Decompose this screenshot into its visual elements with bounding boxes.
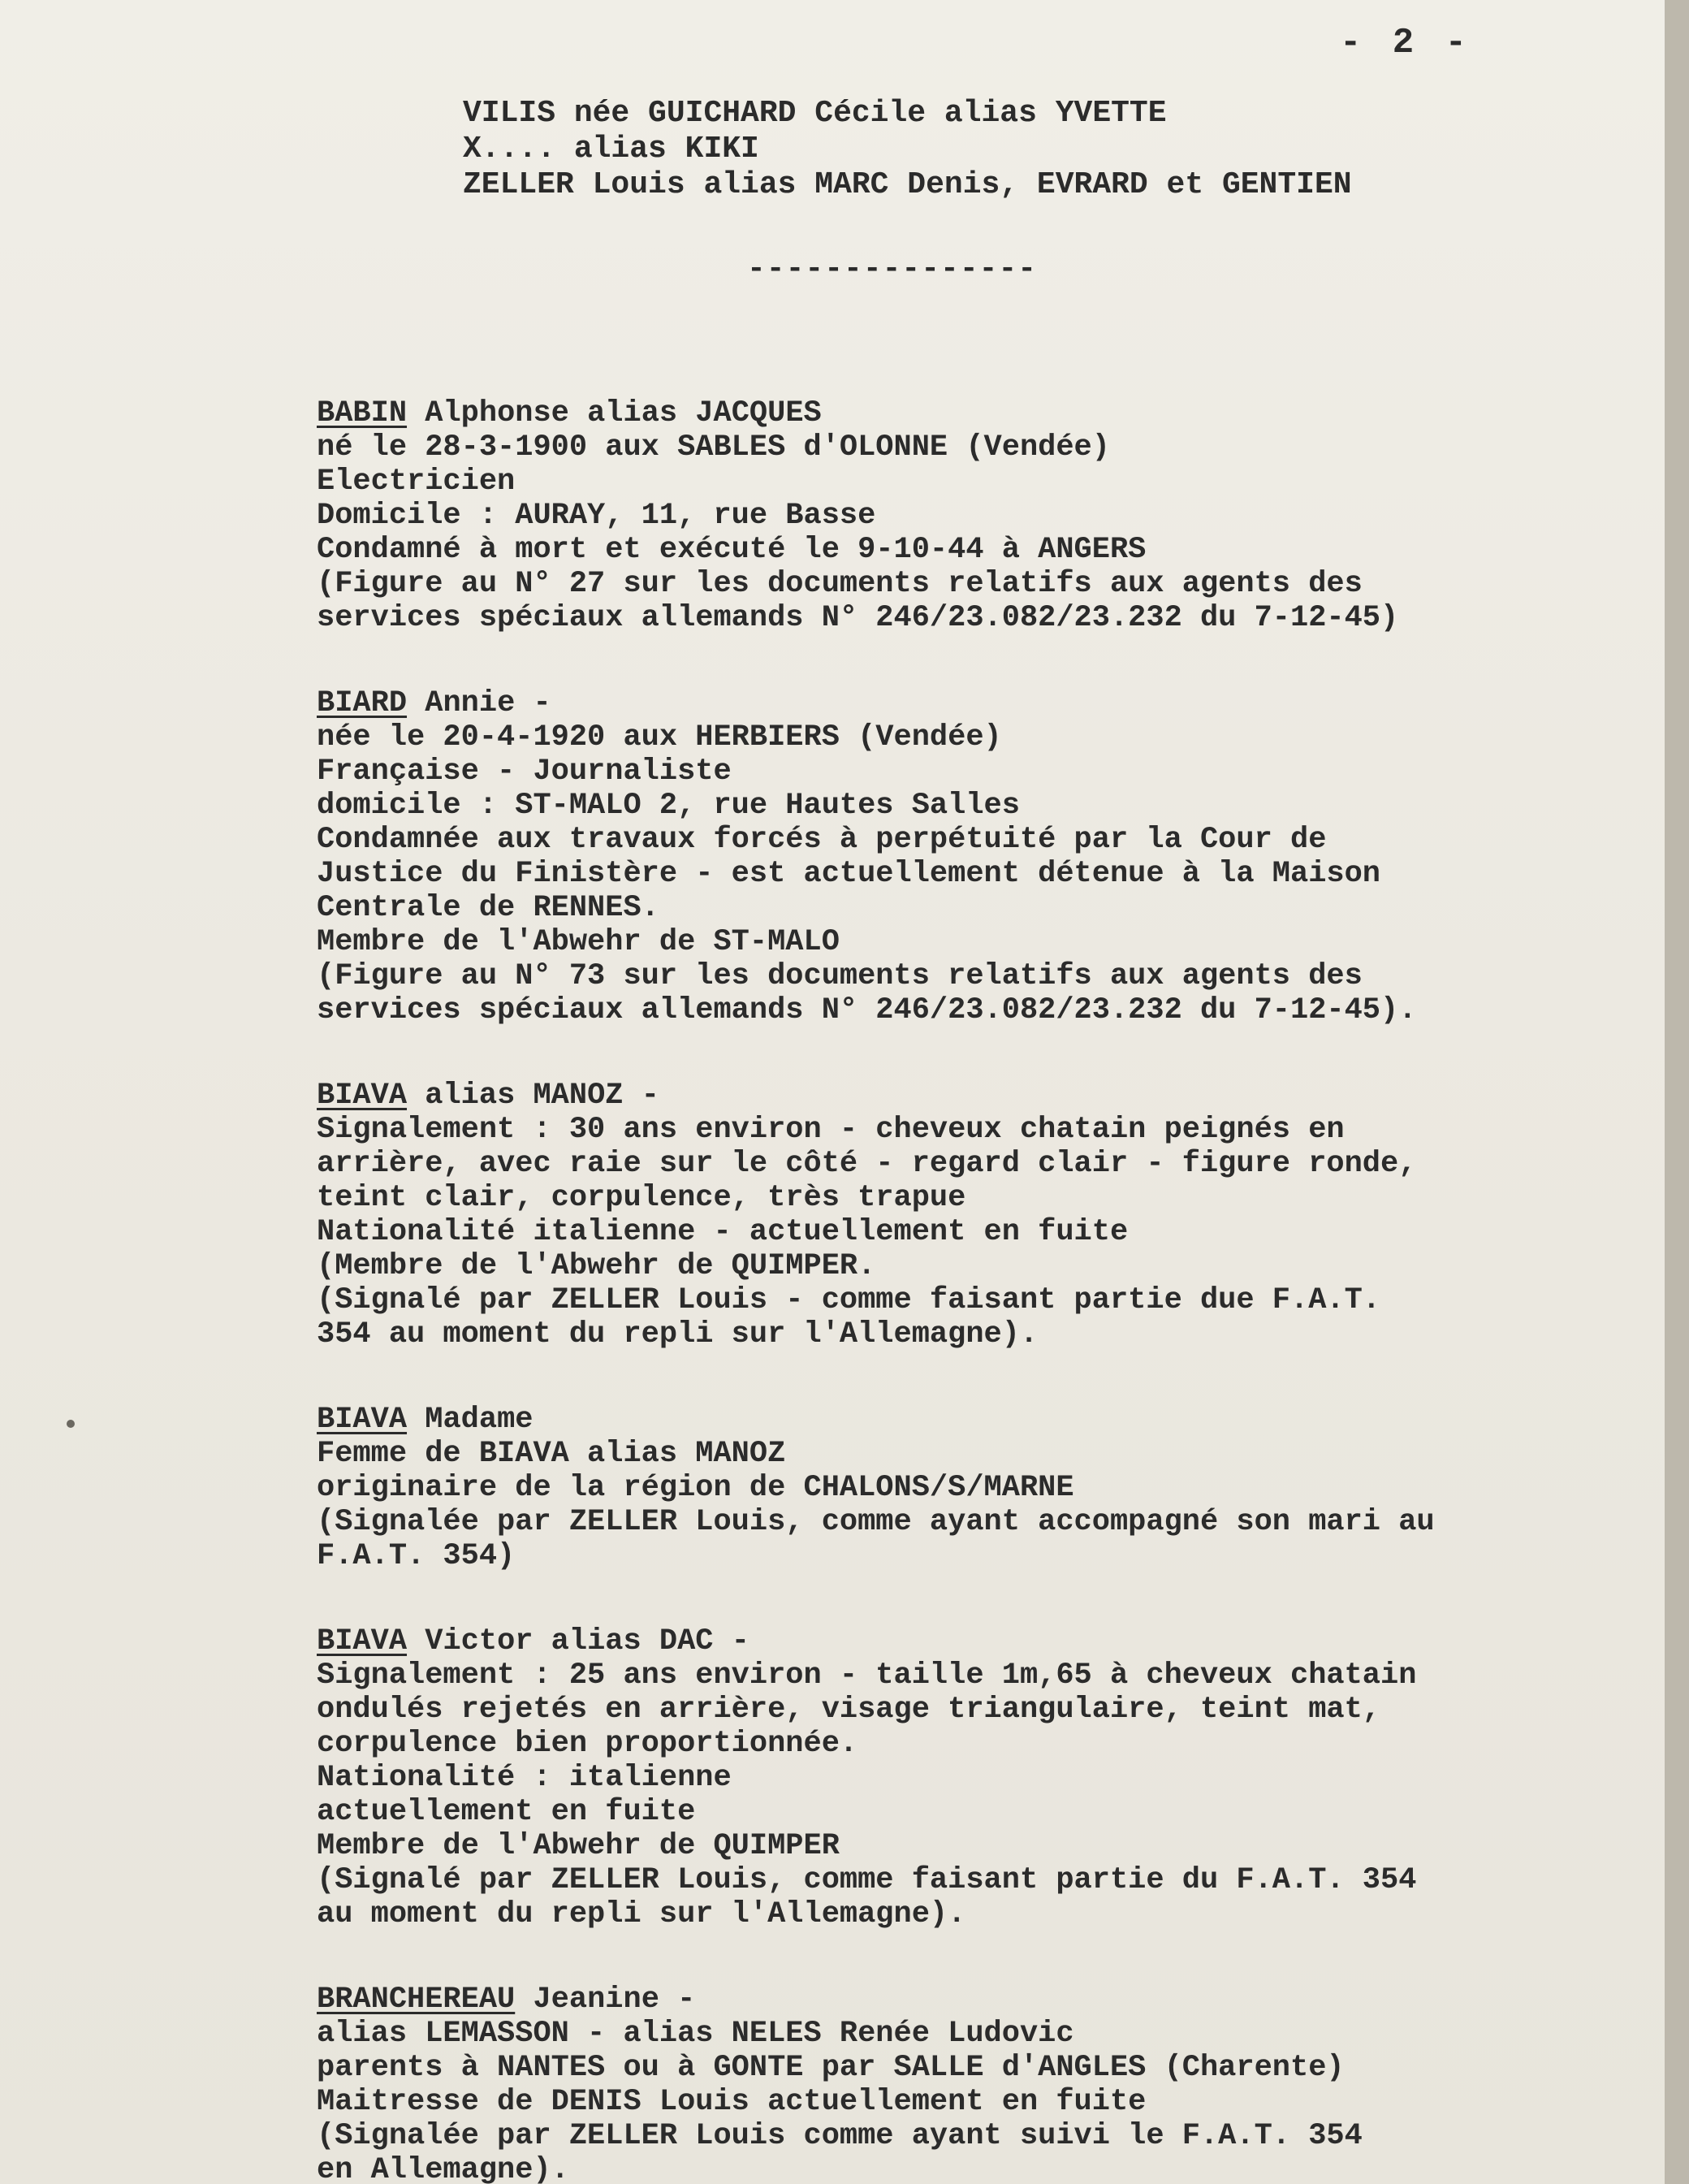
page-number: - 2 - <box>1340 23 1472 63</box>
entry-line: Nationalité : italienne <box>317 1761 732 1795</box>
entry-line: Membre de l'Abwehr de QUIMPER <box>317 1829 840 1863</box>
entry-line: (Membre de l'Abwehr de QUIMPER. <box>317 1249 876 1283</box>
entry-name: BRANCHEREAU <box>317 1983 516 2017</box>
entry-babin <box>317 396 1632 635</box>
entry-line: Jeanine - <box>533 1983 696 2017</box>
entry-line: (Figure au N° 73 sur les documents relatifs aux agents des <box>317 959 1363 993</box>
entry-line: teint clair, corpulence, très trapue <box>317 1181 966 1215</box>
entry-line: Nationalité italienne - actuellement en fuite <box>317 1215 1129 1249</box>
entry-line: Condamnée aux travaux forcés à perpétuité par la Cour de <box>317 823 1327 857</box>
header-separator: --------------- <box>747 252 1038 287</box>
document-header <box>463 96 1352 203</box>
entry-branchereau <box>317 1983 1632 2184</box>
entry-line: Condamné à mort et exécuté le 9-10-44 à ANGERS <box>317 533 1147 567</box>
entry-line: F.A.T. 354) <box>317 1539 516 1573</box>
entry-name: BIAVA <box>317 1079 408 1113</box>
entry-line: 354 au moment du repli sur l'Allemagne). <box>317 1317 1039 1351</box>
entry-line: Justice du Finistère - est actuellement détenue à la Maison <box>317 857 1381 891</box>
entry-line: (Signalé par ZELLER Louis, comme faisant partie du F.A.T. 354 <box>317 1863 1417 1897</box>
entry-line: (Figure au N° 27 sur les documents relatifs aux agents des <box>317 567 1363 601</box>
entry-line: alias MANOZ - <box>425 1079 659 1113</box>
header-line: VILIS née GUICHARD Cécile alias YVETTE <box>463 96 1167 131</box>
entry-line: au moment du repli sur l'Allemagne). <box>317 1897 966 1931</box>
entry-line: Française - Journaliste <box>317 755 732 789</box>
header-line: X.... alias KIKI <box>463 132 759 167</box>
entry-line: arrière, avec raie sur le côté - regard clair - figure ronde, <box>317 1147 1417 1181</box>
entry-line: Signalement : 30 ans environ - cheveux chatain peignés en <box>317 1113 1345 1147</box>
entry-biard <box>317 686 1632 1027</box>
entry-line: Signalement : 25 ans environ - taille 1m,65 à cheveux chatain <box>317 1659 1417 1693</box>
entry-line: Alphonse alias JACQUES <box>425 396 822 430</box>
entry-name: BIAVA <box>317 1403 408 1437</box>
entry-line: services spéciaux allemands N° 246/23.082/23.232 du 7-12-45). <box>317 993 1417 1027</box>
entry-line: ondulés rejetés en arrière, visage triangulaire, teint mat, <box>317 1693 1381 1727</box>
entry-line: Electricien <box>317 465 516 499</box>
entry-line: Victor alias DAC - <box>425 1624 749 1659</box>
entry-line: Madame <box>425 1403 533 1437</box>
entry-line: (Signalée par ZELLER Louis, comme ayant accompagné son mari au <box>317 1505 1435 1539</box>
entry-biava-manoz <box>317 1079 1632 1351</box>
entry-line: parents à NANTES ou à GONTE par SALLE d'ANGLES (Charente) <box>317 2051 1345 2085</box>
entries-list <box>317 396 1632 2184</box>
entry-biava-madame <box>317 1403 1632 1573</box>
entry-line: Domicile : AURAY, 11, rue Basse <box>317 499 876 533</box>
entry-line: Annie - <box>425 686 551 720</box>
entry-line: Membre de l'Abwehr de ST-MALO <box>317 925 840 959</box>
entry-line: en Allemagne). <box>317 2153 569 2184</box>
entry-line: Centrale de RENNES. <box>317 891 659 925</box>
entry-line: né le 28-3-1900 aux SABLES d'OLONNE (Vendée) <box>317 430 1110 465</box>
entry-line: née le 20-4-1920 aux HERBIERS (Vendée) <box>317 720 1002 755</box>
paper-speck <box>67 1420 75 1428</box>
entry-line: domicile : ST-MALO 2, rue Hautes Salles <box>317 789 1020 823</box>
entry-line: corpulence bien proportionnée. <box>317 1727 858 1761</box>
page-edge <box>1665 0 1689 2184</box>
entry-line: alias LEMASSON - alias NELES Renée Ludovic <box>317 2017 1074 2051</box>
entry-biava-victor <box>317 1624 1632 1931</box>
entry-line: (Signalée par ZELLER Louis comme ayant suivi le F.A.T. 354 <box>317 2119 1363 2153</box>
entry-line: Maitresse de DENIS Louis actuellement en fuite <box>317 2085 1147 2119</box>
entry-name: BIARD <box>317 686 408 720</box>
entry-line: Femme de BIAVA alias MANOZ <box>317 1437 786 1471</box>
entry-line: actuellement en fuite <box>317 1795 696 1829</box>
entry-name: BIAVA <box>317 1624 408 1659</box>
entry-line: services spéciaux allemands N° 246/23.082/23.232 du 7-12-45) <box>317 601 1399 635</box>
entry-line: (Signalé par ZELLER Louis - comme faisant partie due F.A.T. <box>317 1283 1381 1317</box>
header-line: ZELLER Louis alias MARC Denis, EVRARD et GENTIEN <box>463 167 1352 202</box>
entry-line: originaire de la région de CHALONS/S/MARNE <box>317 1471 1074 1505</box>
entry-name: BABIN <box>317 396 408 430</box>
